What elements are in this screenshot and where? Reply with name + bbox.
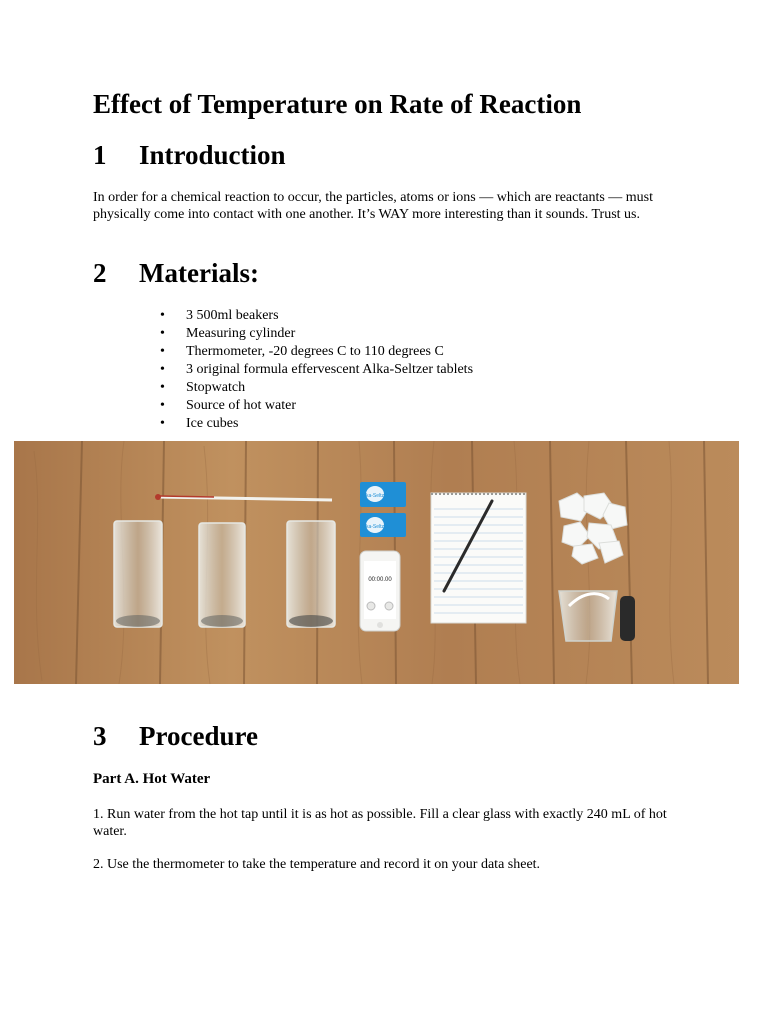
list-item-text: Stopwatch: [186, 380, 246, 395]
bullet: •: [160, 398, 165, 413]
list-item: [160, 343, 473, 361]
svg-text:00:00.00: 00:00.00: [368, 577, 392, 583]
list-item-text: 3 500ml beakers: [186, 308, 279, 323]
procedure-step: 1. Run water from the hot tap until it is as hot as possible. Fill a clear glass with exactly 240 mL of hot water.: [93, 807, 667, 839]
bullet: •: [160, 380, 165, 395]
list-item: [160, 361, 473, 379]
materials-list: [160, 307, 473, 433]
list-item-text: 3 original formula effervescent Alka-Seltzer tablets: [186, 362, 474, 377]
list-item: [160, 415, 473, 433]
list-item: [160, 379, 473, 397]
section-title: Procedure: [139, 721, 258, 751]
section-title: Materials:: [139, 258, 259, 288]
section-number: 1: [93, 140, 107, 170]
stopwatch-phone-illustration: [360, 551, 400, 631]
beaker-illustration: [199, 523, 245, 627]
list-item-text: Ice cubes: [186, 416, 239, 431]
procedure-subheading: Part A. Hot Water: [93, 771, 211, 787]
materials-photo: [14, 441, 739, 684]
procedure-step: 2. Use the thermometer to take the temperature and record it on your data sheet.: [93, 857, 541, 872]
bullet: •: [160, 308, 165, 323]
introduction-paragraph: In order for a chemical reaction to occur, the particles, atoms or ions — which are reactants — must physically come into contact with one another. It’s WAY more interesting than it sounds. Trust us.: [93, 190, 654, 222]
section-number: 3: [93, 721, 107, 751]
document-title: Effect of Temperature on Rate of Reaction: [93, 89, 582, 119]
section-heading-procedure: [93, 718, 258, 754]
list-item: [160, 397, 473, 415]
section-heading-materials: [93, 255, 259, 291]
section-heading-introduction: [93, 137, 286, 173]
tablet-packet-illustration: [360, 513, 406, 537]
measuring-cylinder-illustration: [559, 591, 635, 641]
tablet-packet-illustration: [360, 482, 406, 507]
list-item: [160, 307, 473, 325]
list-item-text: Thermometer, -20 degrees C to 110 degrees C: [186, 344, 444, 359]
bullet: •: [160, 344, 165, 359]
bullet: •: [160, 362, 165, 377]
beaker-illustration: [114, 521, 162, 627]
svg-text:Alka-Seltzer: Alka-Seltzer: [361, 493, 389, 499]
section-title: Introduction: [139, 140, 286, 170]
bullet: •: [160, 416, 165, 431]
list-item: [160, 325, 473, 343]
bullet: •: [160, 326, 165, 341]
svg-text:Alka-Seltzer: Alka-Seltzer: [361, 524, 389, 530]
section-number: 2: [93, 258, 107, 288]
list-item-text: Source of hot water: [186, 398, 297, 413]
notepad-illustration: [431, 493, 526, 623]
list-item-text: Measuring cylinder: [186, 326, 296, 341]
beaker-illustration: [287, 521, 335, 627]
